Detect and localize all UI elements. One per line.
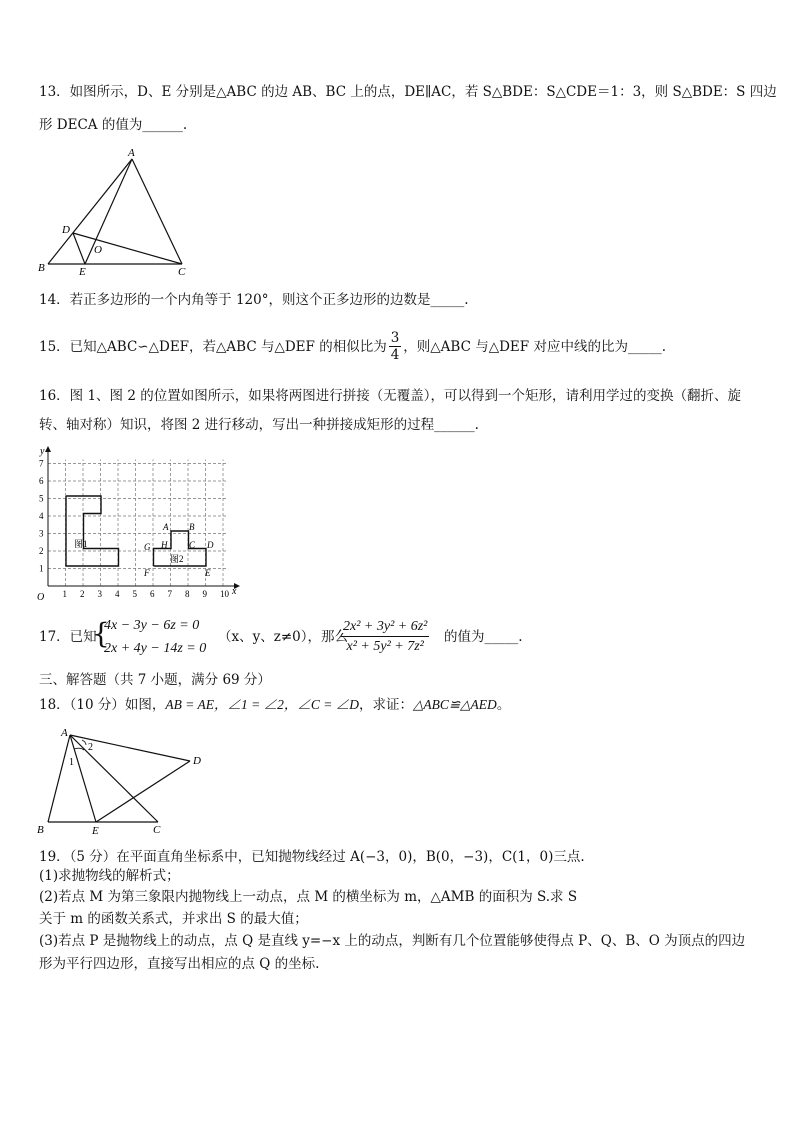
q17-brace: { [92, 617, 110, 650]
q17-den: x² + 5y² + 7z² [346, 639, 424, 654]
label-b: B [38, 262, 45, 274]
q19-line5: (3)若点 P 是抛物线上的动点，点 Q 是直线 y=−x 上的动点，判断有几个位置能够使得点 P、Q、B、O 为顶点的四边 [39, 933, 746, 949]
y-tick-label: 5 [39, 493, 44, 504]
q15-fraction [389, 330, 402, 363]
q15-frac-den: 4 [390, 347, 400, 363]
y-tick-label: 3 [39, 528, 44, 539]
q18-angle-2: 2 [88, 742, 93, 753]
q19-line4: 关于 m 的函数关系式，并求出 S 的最大值； [39, 911, 308, 927]
y-tick-label: 2 [39, 546, 44, 556]
x-axis-label: x [232, 586, 237, 597]
origin-label: O [37, 592, 45, 603]
pt-e: E [205, 568, 211, 578]
x-tick-label: 7 [167, 589, 172, 599]
label-c: C [178, 266, 186, 278]
q18-label-d: D [193, 755, 201, 767]
x-tick-label: 9 [202, 589, 207, 599]
q19-line1: 19．（5 分）在平面直角坐标系中，已知抛物线经过 A(−3，0)，B(0，−3)，C(1，0)三点. [39, 849, 585, 865]
x-tick-label: 4 [115, 589, 120, 599]
q17-pre: 17．已知 [39, 629, 97, 645]
y-tick-label: 7 [39, 458, 44, 469]
section3-title: 三、解答题（共 7 小题，满分 69 分） [39, 672, 271, 688]
q17-num: 2x² + 3y² + 6z² [341, 617, 429, 637]
q16-line1: 16．图 1、图 2 的位置如图所示，如果将两图进行拼接（无覆盖），可以得到一个矩形，请利用学过的变换（翻折、旋 [39, 388, 741, 404]
q18-end: 。 [496, 697, 511, 713]
label-a: A [128, 147, 135, 159]
q18-math: AB = AE，∠1 = ∠2，∠C = ∠D [165, 697, 359, 712]
q17-eq2: 2x + 4y − 14z = 0 [104, 641, 207, 656]
label-e: E [79, 266, 86, 278]
q15-line [39, 330, 666, 363]
x-tick-label: 1 [62, 589, 67, 599]
pt-b: B [189, 522, 195, 532]
pt-d: D [207, 540, 214, 550]
pt-g: G [144, 542, 151, 552]
x-tick-label: 8 [185, 589, 190, 599]
x-tick-label: 10 [220, 589, 229, 599]
q19-line3: (2)若点 M 为第三象限内抛物线上一动点，点 M 的横坐标为 m，△AMB 的面积为 S.求 S [39, 889, 578, 905]
q16-line2: 转、轴对称）知识，将图 2 进行移动，写出一种拼接成矩形的过程______. [39, 417, 479, 433]
q15-frac-num: 3 [390, 330, 400, 346]
x-tick-label: 6 [150, 589, 155, 599]
q17-cond: （x、y、z≠0），那么 [218, 629, 349, 645]
pt-a: A [163, 522, 169, 532]
q18-mid: ，求证： [358, 697, 413, 713]
label-d: D [62, 224, 70, 236]
x-tick-label: 3 [97, 589, 102, 599]
y-axis-label: y [40, 446, 45, 457]
grid-lines [48, 460, 227, 587]
q18-pre: 18．（10 分）如图， [39, 697, 166, 713]
y-tick-label: 1 [39, 563, 44, 574]
q13-line2: 形 DECA 的值为______. [39, 117, 188, 133]
q18-triangle-figure [34, 725, 214, 840]
q18-line [39, 696, 510, 714]
q13-triangle-figure [34, 143, 194, 278]
fig2-label: 图2 [170, 554, 184, 564]
q15-pre: 15．已知△ABC∽△DEF，若△ABC 与△DEF 的相似比为 [39, 338, 387, 355]
q17-eq1: 4x − 3y − 6z = 0 [104, 618, 200, 633]
q18-label-a: A [61, 727, 68, 739]
y-tick-label: 6 [39, 476, 44, 486]
y-tick-label: 4 [39, 511, 44, 521]
q18-label-c: C [153, 824, 161, 836]
x-tick-label: 5 [132, 589, 137, 599]
q16-grid-figure [34, 444, 244, 604]
pt-f: F [144, 568, 150, 578]
q18-label-e: E [92, 825, 99, 837]
x-tick-label: 2 [80, 589, 85, 599]
q19-line2: (1)求抛物线的解析式； [39, 868, 180, 884]
pt-c: C [189, 540, 196, 550]
q13-line1: 13．如图所示，D、E 分别是△ABC 的边 AB、BC 上的点，DE∥AC，若 S△BDE：S△CDE＝1：3，则 S△BDE：S 四边 [39, 84, 777, 100]
q15-post: ，则△ABC 与△DEF 对应中线的比为_____. [403, 338, 666, 355]
q17-fraction [341, 617, 429, 656]
fig1-label: 图1 [74, 539, 88, 549]
pt-h: H [161, 540, 168, 550]
q19-line6: 形为平行四边形，直接写出相应的点 Q 的坐标. [39, 956, 320, 972]
q14-text: 14．若正多边形的一个内角等于 120°，则这个正多边形的边数是_____. [39, 292, 469, 308]
q17-post: 的值为_____. [444, 629, 523, 645]
q18-label-b: B [37, 824, 44, 836]
q18-conclusion: △ABC≌△AED [412, 697, 497, 712]
q18-angle-1: 1 [69, 757, 74, 768]
label-o: O [94, 244, 102, 256]
